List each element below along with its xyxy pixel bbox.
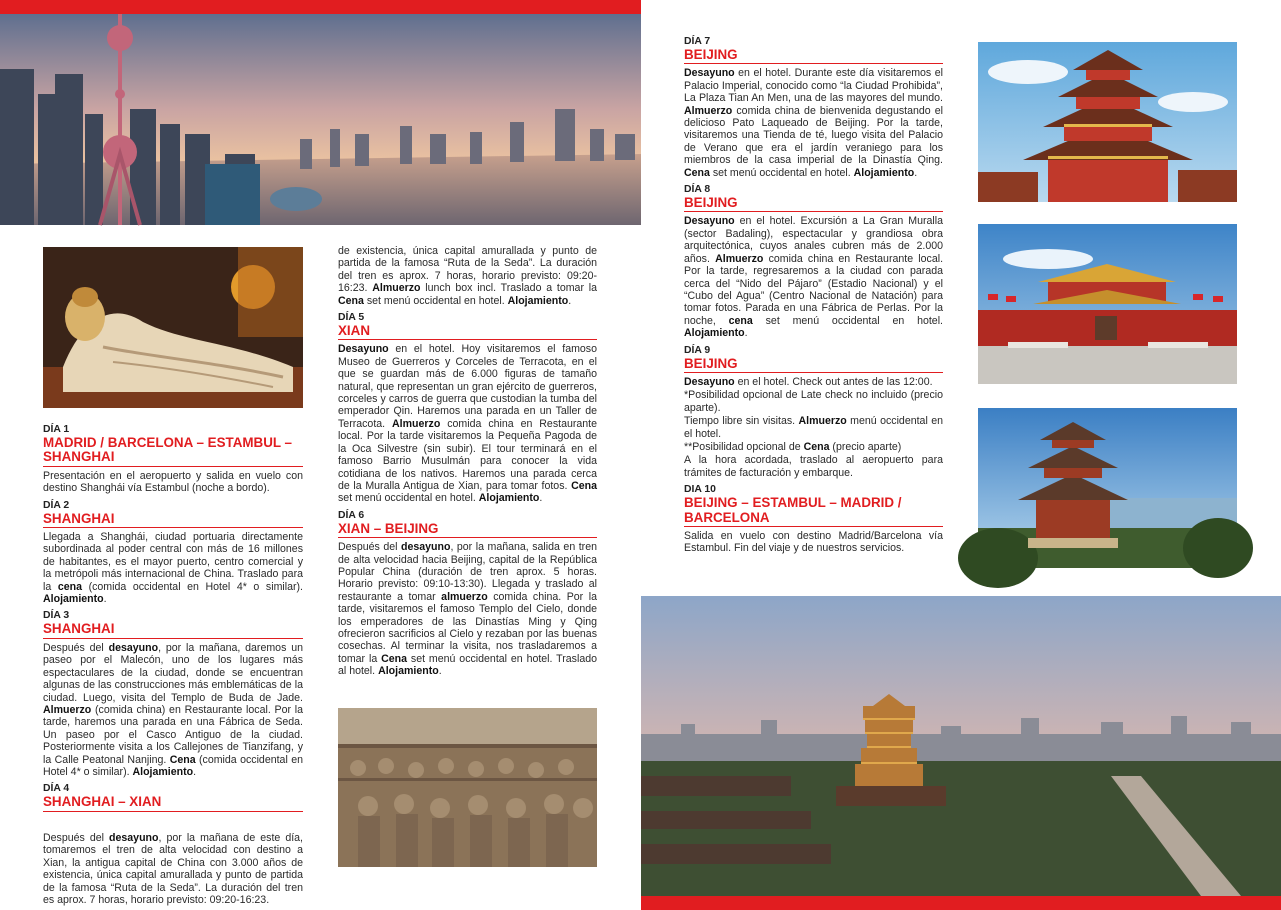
day-description: Presentación en el aeropuerto y salida en vuelo con destino Shanghái vía Estambul (noche a bordo). bbox=[43, 469, 303, 495]
day-label: DÍA 1 bbox=[43, 424, 70, 435]
day-description: Desayuno en el hotel. Check out antes de las 12:00. bbox=[684, 375, 933, 388]
shanghai-skyline-photo bbox=[0, 14, 641, 225]
day-label: DÍA 9 bbox=[684, 344, 711, 356]
day-title: SHANGHAI bbox=[43, 622, 303, 638]
top-red-bar bbox=[0, 0, 641, 14]
day-9 bbox=[684, 345, 943, 480]
day-description: Desayuno en el hotel. Durante este día visitaremos el Palacio Imperial, conocido como “la Ciudad Prohibida”, La Plaza Tian An Men, una de las mayores del mundo. Almuerzo comida china de bienvenida degustando el delicioso Pato Laqueado de Beijing. Por la tarde, visitaremos una Tienda de té, luego visita del Palacio de Verano que era el jardín veraniego para los miembros de la casa imperial de la Dinastía Qing. Cena set menú occidental en hotel. Alojamiento. bbox=[684, 67, 943, 179]
day-title: XIAN bbox=[338, 324, 597, 340]
tiananmen-gate-photo bbox=[978, 224, 1237, 384]
column-2 bbox=[338, 245, 597, 679]
day-title: BEIJING bbox=[684, 48, 943, 64]
red-pagoda-photo bbox=[978, 42, 1237, 202]
day-description: Llegada a Shanghái, ciudad portuaria directamente subordinada al poder central con más de 16 millones de habitantes, es el mayor puerto, centro comercial y la metrópoli más internacional de China. Traslado para la cena (comida occidental en Hotel 4* o similar). Alojamiento. bbox=[43, 531, 303, 606]
terracotta-army-photo bbox=[338, 708, 597, 867]
day-note: **Posibilidad opcional de Cena (precio aparte) bbox=[684, 440, 902, 453]
day-description: Desayuno en el hotel. Excursión a La Gran Muralla (sector Badaling), espectacular y grandiosa obra arquitectónica, cuyos anales cubren más de 2.000 años. Almuerzo comida china en Restaurante local. Por la tarde, regresaremos a la ciudad con parada cerca del “Nido del Pájaro” (Estadio Nacional) y el “Cubo del Agua” (Centro Nacional de Natación) para tomar fotos. Parada en una Fábrica de Perlas. Por la noche, cena set menú occidental en hotel. Alojamiento. bbox=[684, 215, 944, 340]
day-2 bbox=[43, 500, 303, 606]
day-description: A la hora acordada, traslado al aeropuerto para trámites de facturación y embarque. bbox=[684, 454, 943, 479]
day-description: Desayuno en el hotel. Hoy visitaremos el famoso Museo de Guerreros y Corceles de Terracota, en el que se guardan más de 6.000 figuras de tamaño natural, que representan un gran ejército de guerreros, corceles y carros de guerra que custodian la tumba del emperador Qin. Haremos una parada en un Taller de Terracota. Almuerzo comida china en Restaurante local. Por la tarde visitaremos la Pequeña Pagoda de la Oca Silvestre (sin subir). El tour terminará en el famoso Barrio Musulmán para conocer la vida cotidiana de los nativos. Haremos una parada cerca de la Muralla Antigua de Xian, para tomar fotos. Cena set menú occidental en hotel. Alojamiento. bbox=[338, 343, 597, 505]
day-label: DÍA 5 bbox=[338, 312, 365, 324]
day-1 bbox=[43, 424, 303, 495]
day-title: SHANGHAI bbox=[43, 512, 303, 528]
day-4-description-continued: de existencia, única capital amurallada y punto de partida de la famosa “Ruta de la Seda”. La duración del tren es aprox. 7 horas, horario previsto: 09:20-16:23. Almuerzo lunch box incl. Traslado a tomar la Cena set menú occidental en hotel. Alojamiento. bbox=[338, 245, 597, 307]
bottom-red-bar bbox=[641, 896, 1281, 910]
day-description: Después del desayuno, por la mañana, salida en tren de alta velocidad hacia Beijing, capital de la República Popular China (duración de tren aprox. 5 horas. Horario previsto: 09:10-13:30). Llegada y traslado al restaurante a tomar almuerzo comida china. Por la tarde, visitaremos el famoso Templo del Cielo, donde los emperadores de las Dinastías Ming y Qing ofrecieron sacrificios al Cielo y rezaban por las buenas cosechas. Al terminar la visita, nos trasladaremos a tomar la Cena set menú occidental en hotel. Traslado al hotel. Alojamiento. bbox=[338, 541, 598, 678]
day-note: *Posibilidad opcional de Late check no incluido (precio aparte). bbox=[684, 389, 943, 414]
day-4-description: Después del desayuno, por la mañana de este día, tomaremos el tren de alta velocidad con destino a Xian, la antigua capital de China con 3.000 años de existencia, única capital amurallada y punto de partida de la famosa “Ruta de la Seda”. La duración del tren es aprox. 7 horas, horario previsto: 09:20-16:23. bbox=[43, 832, 303, 907]
day-label: DÍA 3 bbox=[43, 610, 70, 622]
xian-giant-wild-goose-pagoda-photo bbox=[641, 596, 1281, 896]
summer-palace-tower-photo bbox=[978, 408, 1237, 568]
day-label: DÍA 6 bbox=[338, 509, 365, 521]
day-label: DÍA 2 bbox=[43, 499, 70, 511]
day-title: SHANGHAI – XIAN bbox=[43, 795, 303, 811]
day-description: Después del desayuno, por la mañana, daremos un paseo por el Malecón, uno de los lugares más espectaculares de la ciudad, donde se encuentran algunas de las construcciones más emblemáticas de la ciudad. Luego, visita del Templo de Buda de Jade. Almuerzo (comida china) en Restaurante local. Por la tarde, haremos una parada en una Fábrica de Seda. Un paseo por el Casco Antiguo de la ciudad. Posteriormente visita a los Callejones de Tianzifang, y la Calle Peatonal Nanjing. Cena (comida occidental en Hotel 4* o similar). Alojamiento. bbox=[43, 641, 303, 778]
day-10 bbox=[684, 484, 943, 555]
day-title: XIAN – BEIJING bbox=[338, 522, 597, 538]
day-description: Salida en vuelo con destino Madrid/Barcelona vía Estambul. Fin del viaje y de nuestros servicios. bbox=[684, 530, 943, 555]
day-label: DÍA 4 bbox=[43, 783, 70, 795]
day-title: BEIJING bbox=[684, 357, 943, 373]
day-8 bbox=[684, 184, 943, 339]
day-label: DÍA 7 bbox=[684, 36, 711, 47]
day-title: BEIJING bbox=[684, 196, 943, 212]
day-4 bbox=[43, 783, 303, 811]
day-6 bbox=[338, 510, 597, 678]
reclining-buddha-photo bbox=[43, 247, 303, 408]
day-title: BEIJING – ESTAMBUL – MADRID / BARCELONA bbox=[684, 496, 943, 527]
day-label: DÍA 8 bbox=[684, 184, 711, 196]
column-3 bbox=[684, 36, 943, 556]
day-label: DIA 10 bbox=[684, 484, 716, 496]
day-title: MADRID / BARCELONA – ESTAMBUL – SHANGHAI bbox=[43, 436, 303, 467]
day-5 bbox=[338, 312, 597, 505]
day-description: Tiempo libre sin visitas. Almuerzo menú occidental en el hotel. bbox=[684, 415, 943, 440]
day-3 bbox=[43, 610, 303, 778]
day-7 bbox=[684, 36, 943, 179]
column-1 bbox=[43, 424, 303, 815]
